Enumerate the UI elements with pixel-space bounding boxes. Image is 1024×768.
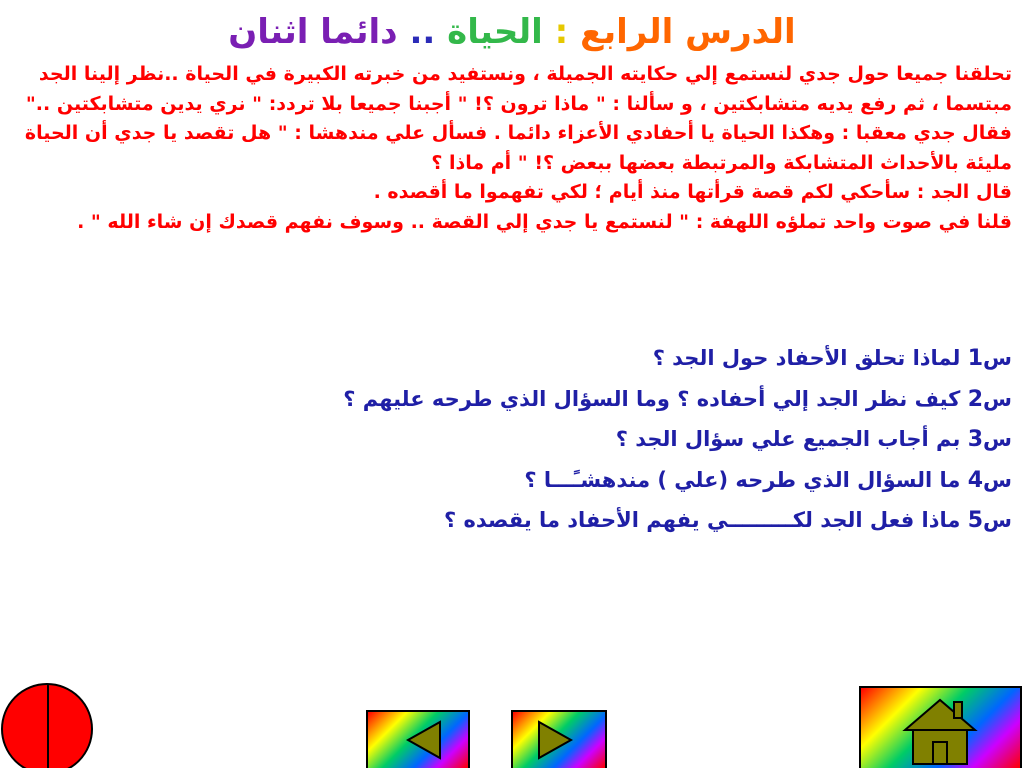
question-text: ما السؤال الذي طرحه (علي ) مندهشـًـــا ؟ bbox=[524, 467, 968, 492]
question-prefix: س bbox=[983, 508, 1012, 532]
question-prefix: س bbox=[983, 467, 1012, 492]
title-separator: : bbox=[542, 12, 581, 52]
lesson-title bbox=[0, 8, 1024, 56]
title-always-two: دائما اثنان bbox=[228, 12, 398, 52]
question-prefix: س bbox=[983, 427, 1012, 451]
question-3 bbox=[12, 423, 1012, 464]
questions-list bbox=[12, 342, 1012, 545]
record-divider bbox=[47, 685, 49, 768]
question-number: 3 bbox=[967, 427, 984, 452]
question-4 bbox=[12, 464, 1012, 505]
title-lesson-number: الدرس الرابع bbox=[580, 12, 796, 52]
previous-slide-button[interactable] bbox=[366, 710, 470, 768]
question-text: كيف نظر الجد إلي أحفاده ؟ وما السؤال الذي طرحه عليهم ؟ bbox=[343, 386, 968, 411]
question-prefix: س bbox=[983, 346, 1012, 370]
home-button[interactable] bbox=[859, 686, 1022, 768]
story-paragraph-2: فقال جدي معقبا : وهكذا الحياة يا أحفادي الأعزاء دائما . فسأل علي مندهشا : " هل تقصد يا جدي أن الحياة مليئة بالأحداث المتشابكة والمرتبطة بعضها ببعض ؟! " أم ماذا ؟ bbox=[24, 122, 1012, 174]
question-prefix: س bbox=[983, 386, 1012, 411]
title-dots: .. bbox=[397, 12, 448, 52]
question-number: 5 bbox=[967, 508, 984, 533]
question-2 bbox=[12, 383, 1012, 424]
question-text: ماذا فعل الجد لكـــــــــي يفهم الأحفاد ما يقصده ؟ bbox=[444, 508, 968, 532]
question-1 bbox=[12, 342, 1012, 383]
title-life: الحياة bbox=[447, 12, 543, 52]
question-number: 2 bbox=[967, 386, 984, 412]
question-text: لماذا تحلق الأحفاد حول الجد ؟ bbox=[652, 346, 968, 370]
story-paragraph-3: قال الجد : سأحكي لكم قصة قرأتها منذ أيام ؛ لكي تفهموا ما أقصده . bbox=[373, 181, 1012, 203]
story-text bbox=[12, 60, 1012, 237]
story-paragraph-4: قلنا في صوت واحد تملؤه اللهفة : " لنستمع يا جدي إلي القصة .. وسوف نفهم قصدك إن شاء الله " . bbox=[77, 210, 1012, 233]
question-text: بم أجاب الجميع علي سؤال الجد ؟ bbox=[615, 427, 968, 451]
question-number: 4 bbox=[967, 467, 984, 493]
question-number: 1 bbox=[967, 346, 984, 371]
triangle-left-icon bbox=[368, 712, 468, 768]
question-5 bbox=[12, 504, 1012, 545]
house-icon bbox=[861, 688, 1020, 768]
story-paragraph-1: تحلقنا جميعا حول جدي لنستمع إلي حكايته الجميلة ، ونستفيد من خبرته الكبيرة في الحياة ..نظر إلينا الجد مبتسما ، ثم رفع يديه متشابكتين ، و سألنا : " ماذا ترون ؟! " أجبنا جميعا بلا تردد: " نري يدين متشابكتين .." bbox=[25, 63, 1012, 115]
triangle-right-icon bbox=[513, 712, 605, 768]
record-button[interactable] bbox=[1, 683, 93, 768]
next-slide-button[interactable] bbox=[511, 710, 607, 768]
